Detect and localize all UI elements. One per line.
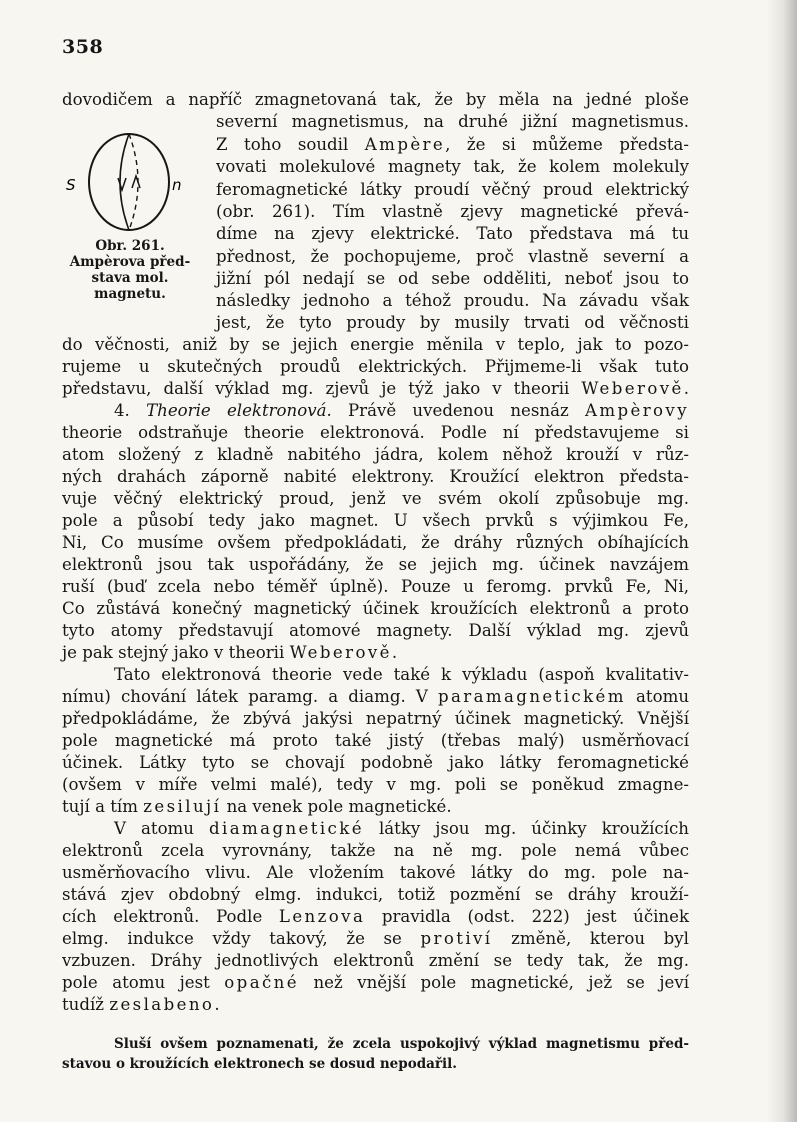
text-line: (obr. 261). Tím vlastně zjevy magnetické převá- xyxy=(216,202,689,221)
text-line: rujeme u skutečných proudů elektrických. Přijmeme-li však tuto xyxy=(62,357,689,376)
text-line: tyto atomy představují atomové magnety. Další výklad mg. zjevů xyxy=(62,621,689,640)
text-line: vovati molekulové magnety tak, že kolem molekuly xyxy=(216,157,689,176)
text-line: účinek. Látky tyto se chovají podobně jako látky feromagnetické xyxy=(62,753,689,772)
text-line: nímu) chování látek paramg. a diamg. V paramagnetickém atomu xyxy=(62,687,690,706)
text-line: pole a působí tedy jako magnet. U všech prvků s výjimkou Fe, xyxy=(62,511,689,530)
south-pole-label: S xyxy=(66,176,76,194)
figure-caption-line: Ampèrova před- xyxy=(69,254,191,270)
section-heading-line: 4. Theorie elektronová. Právě uvedenou nesnáz Ampèrovy xyxy=(114,401,689,420)
text-line: vzbuzen. Dráhy jednotlivých elektronů změní se tedy tak, že mg. xyxy=(62,951,689,970)
text-line: představu, další výklad mg. zjevů je týž jako v theorii Weberově. xyxy=(62,379,689,398)
text-line: tudíž zeslabeno. xyxy=(62,995,220,1014)
text-line: (ovšem v míře velmi malé), tedy v mg. poli se poněkud zmagne- xyxy=(62,775,689,794)
text-line: pole atomu jest opačné než vnější pole magnetické, jež se jeví xyxy=(62,973,689,992)
text-line: Co zůstává konečný magnetický účinek kroužících elektronů a proto xyxy=(62,599,689,618)
text-line: předpokládáme, že zbývá jakýsi nepatrný účinek magnetický. Vnější xyxy=(62,709,689,728)
text-line: stává zjev obdobný elmg. indukci, totiž pozmění se dráhy krouží- xyxy=(62,885,689,904)
figure-caption-line: stava mol. xyxy=(91,270,169,286)
text-line: díme na zjevy elektrické. Tato představa má tu xyxy=(216,224,689,243)
text-line: ných drahách záporně nabité elektrony. Kroužící elektron předsta- xyxy=(62,467,689,486)
text-line: dovodičem a napříč zmagnetovaná tak, že by měla na jedné ploše xyxy=(62,90,689,109)
page-edge-shadow xyxy=(767,0,797,1122)
text-line: Tato elektronová theorie vede také k výkladu (aspoň kvalitativ- xyxy=(114,665,689,684)
text-line: Z toho soudil Ampère, že si můžeme předsta- xyxy=(216,135,689,154)
text-line: je pak stejný jako v theorii Weberově. xyxy=(62,643,398,662)
text-line: následky jednoho a téhož proudu. Na závadu však xyxy=(216,291,689,310)
text-line: do věčnosti, aniž by se jejich energie měnila v teplo, jak to pozo- xyxy=(62,335,689,354)
molecule-outline xyxy=(89,134,169,230)
north-pole-label: n xyxy=(172,176,182,194)
page-number: 358 xyxy=(62,36,104,58)
text-line: pole magnetické má proto také jistý (třebas malý) usměrňovací xyxy=(62,731,689,750)
text-line: V atomu diamagnetické látky jsou mg. účinky kroužících xyxy=(114,819,689,838)
text-line: jižní pól nedají se od sebe odděliti, neboť jsou to xyxy=(216,269,689,288)
text-line: usměrňovacího vlivu. Ale vložením takové látky do mg. pole na- xyxy=(62,863,689,882)
text-line: Ni, Co musíme ovšem předpokládati, že dráhy různých obíhajících xyxy=(62,533,689,552)
text-line: tují a tím zesilují na venek pole magnetické. xyxy=(62,797,452,816)
text-line: jest, že tyto proudy by musily trvati od věčnosti xyxy=(216,313,689,332)
arrow-down-icon xyxy=(118,178,126,190)
figure-caption-line: Obr. 261. xyxy=(95,238,165,254)
text-line: elmg. indukce vždy takový, že se protiví změně, kterou byl xyxy=(62,929,689,948)
text-line: elektronů zcela vyrovnány, takže na ně mg. pole nemá vůbec xyxy=(62,841,689,860)
figure-caption-line: magnetu. xyxy=(94,286,166,302)
footnote-line: stavou o kroužících elektronech se dosud nepodařil. xyxy=(62,1056,457,1072)
arrow-up-icon xyxy=(132,176,140,188)
text-line: elektronů jsou tak uspořádány, že se jejich mg. účinek navzájem xyxy=(62,555,689,574)
text-line: přednost, že pochopujeme, proč vlastně severní a xyxy=(216,247,689,266)
ampere-molecular-magnet-figure xyxy=(56,130,196,242)
text-line: vuje věčný elektrický proud, jenž ve svém okolí způsobuje mg. xyxy=(62,489,689,508)
text-line: feromagnetické látky proudí věčný proud elektrický xyxy=(216,180,689,199)
text-line: atom složený z kladně nabitého jádra, kolem něhož krouží v růz- xyxy=(62,445,689,464)
text-line: ruší (buď zcela nebo téměř úplně). Pouze u feromg. prvků Fe, Ni, xyxy=(62,577,689,596)
footnote-line: Sluší ovšem poznamenati, že zcela uspokojivý výklad magnetismu před- xyxy=(114,1036,689,1052)
text-line: theorie odstraňuje theorie elektronová. Podle ní představujeme si xyxy=(62,423,689,442)
text-line: cích elektronů. Podle Lenzova pravidla (odst. 222) jest účinek xyxy=(62,907,689,926)
figure-caption xyxy=(50,238,210,302)
text-line: severní magnetismus, na druhé jižní magnetismus. xyxy=(216,112,689,131)
section-title: Theorie elektronová. xyxy=(146,401,332,420)
